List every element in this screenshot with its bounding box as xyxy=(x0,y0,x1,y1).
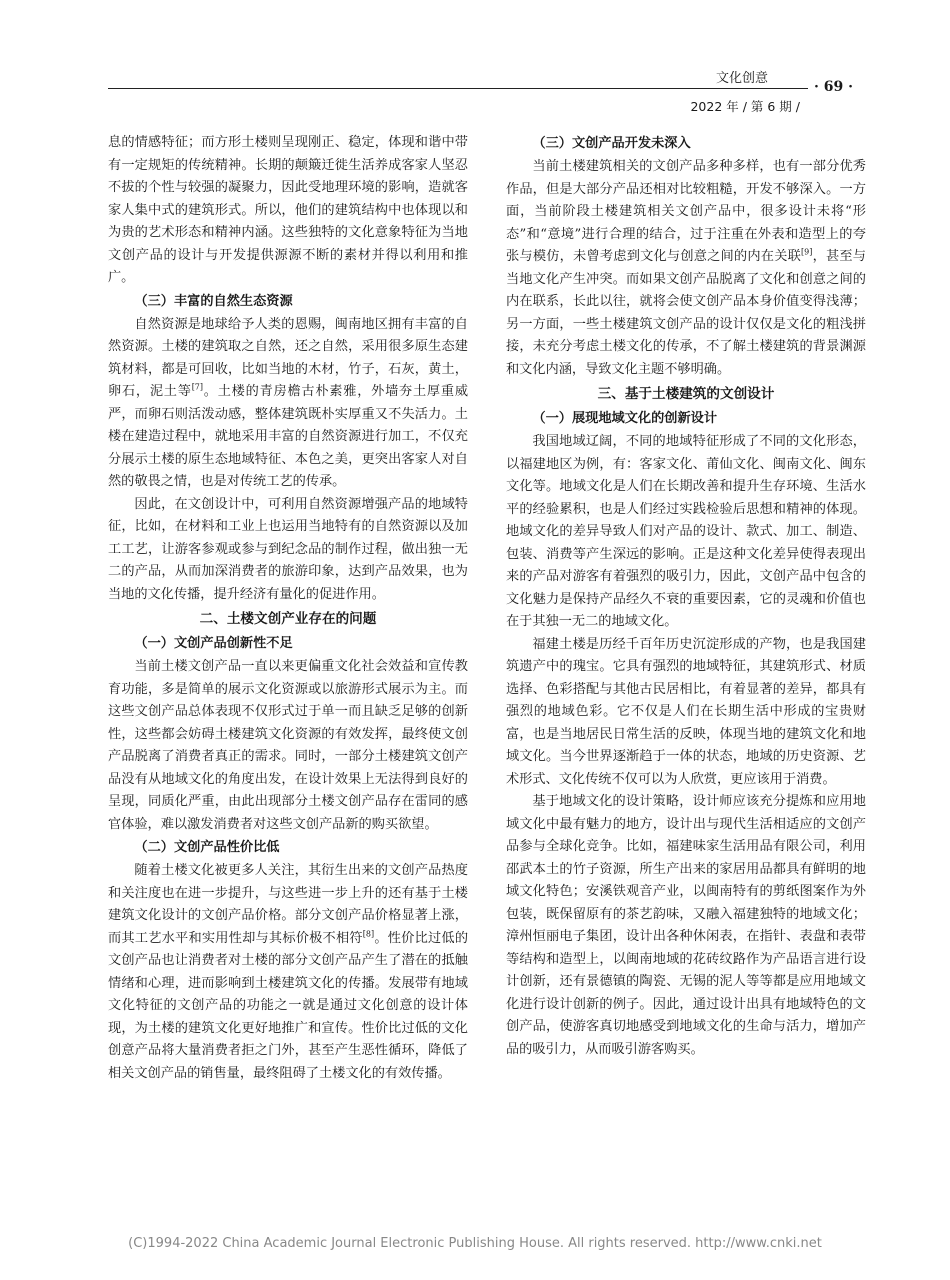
citation: [9] xyxy=(801,247,813,257)
right-column xyxy=(506,132,866,1061)
issue-label: 2022 年 / 第 6 期 / xyxy=(690,99,800,114)
paragraph: 我国地域辽阔，不同的地域特征形成了不同的文化形态，以福建地区为例，有：客家文化、莆仙文化、闽南文化、闽东文化等。地域文化是人们在长期改善和提升生存环境、生活水平的经验累积，也是人们经过实践检验后思想和精神的体现。地域文化的差异导致人们对产品的设计、款式、加工、制造、包装、消费等产生深远的影响。正是这种文化差异使得表现出来的产品对游客有着强烈的吸引力，因此，文创产品中包含的文化魅力是保持产品经久不衰的重要因素，它的灵魂和价值也在于其独一无二的地域文化。 xyxy=(506,434,866,629)
subsection-heading: （三）丰富的自然生态资源 xyxy=(134,293,293,309)
text-run: 。性价比过低的文创产品也让消费者对土楼的部分文创产品产生了潜在的抵触情绪和心理，进而影响到土楼建筑文化的传播。发展带有地域文化特征的文创产品的功能之一就是通过文化创意的设计体现，为土楼的建筑文化更好地推广和宣传。性价比过低的文化创意产品将大量消费者拒之门外，甚至产生恶性循环，降低了相关文创产品的销售量，最终阻碍了土楼文化的有效传播。 xyxy=(108,930,469,1081)
subsection-heading: （一）展现地域文化的创新设计 xyxy=(532,411,718,426)
paragraph: 福建土楼是历经千百年历史沉淀形成的产物，也是我国建筑遗产中的瑰宝。它具有强烈的地域特征，其建筑形式、材质选择、色彩搭配与其他古民居相比，有着显著的差异，都具有强烈的地域色彩。它不仅是人们在长期生活中形成的宝贵财富，也是当地居民日常生活的反映，体现当地的建筑文化和地域文化。当今世界逐渐趋于一体的状态，地域的历史资源、艺术形式、文化传统不仅可以为人欣赏，更应该用于消费。 xyxy=(506,636,866,787)
paragraph xyxy=(506,156,866,381)
text-run: 。土楼的青房檐古朴素雅，外墙夯土厚重威严，而卵石则活泼动感，整体建筑既朴实厚重又不失活力。土楼在建造过程中，就地采用丰富的自然资源进行加工，不仅充分展示土楼的原生态地域特征、本色之美，更突出客家人对自然的敬畏之情，也是对传统工艺的传承。 xyxy=(108,384,469,489)
copyright-footer: (C)1994-2022 China Academic Journal Electronic Publishing House. All rights reserved. http://www.cnki.net xyxy=(128,1236,822,1251)
page-number: · 69 · xyxy=(814,79,853,95)
text-run: ，甚至与当地文化产生冲突。而如果文创产品脱离了文化和创意之间的内在联系，长此以往，就将会使文创产品本身价值变得浅薄；另一方面，一些土楼建筑文创产品的设计仅仅是文化的粗浅拼接，未充分考虑土楼文化的传承，不了解土楼建筑的背景渊源和文化内涵，导致文化主题不够明确。 xyxy=(506,249,866,377)
text-run: 自然资源是地球给予人类的恩赐，闽南地区拥有丰富的自然资源。土楼的建筑取之自然，还之自然，采用很多原生态建筑材料，都是可回收，比如当地的木材，竹子，石灰，黄土，卵石，泥土等 xyxy=(108,316,468,399)
paragraph: 因此，在文创设计中，可利用自然资源增强产品的地域特征，比如，在材料和工业上也运用当地特有的自然资源以及加工工艺，让游客参观或参与到纪念品的制作过程，做出独一无二的产品，从而加深消费者的旅游印象，达到产品效果，也为当地的文化传播，提升经济有量化的促进作用。 xyxy=(108,496,468,602)
header-divider xyxy=(108,88,808,89)
subsection-heading: （三）文创产品开发未深入 xyxy=(532,136,691,151)
paragraph: 当前土楼文创产品一直以来更偏重文化社会效益和宣传教育功能，多是简单的展示文化资源或以旅游形式展示为主。而这些文创产品总体表现不仅形式过于单一而且缺乏足够的创新性，这些都会妨碍土楼建筑文化资源的有效发挥，最终使文创产品脱离了消费者真正的需求。同时，一部分土楼建筑文创产品没有从地域文化的角度出发，在设计效果上无法得到良好的呈现，同质化严重，由此出现部分土楼文创产品存在雷同的感官体验，难以激发消费者对这些文创产品新的购买欲望。 xyxy=(108,659,468,832)
paragraph: 基于地域文化的设计策略，设计师应该充分提炼和应用地域文化中最有魅力的地方，设计出与现代生活相适应的文创产品参与全球化竞争。比如，福建味家生活用品有限公司，利用邵武本土的竹子资源，所生产出来的家居用品都具有鲜明的地域文化特色；安溪铁观音产业，以闽南特有的剪纸图案作为外包装，既保留原有的茶艺韵味，又融入福建独特的地域文化；漳州恒丽电子集团，设计出各种休闲表，在指针、表盘和表带等结构和造型上，以闽南地域的花砖纹路作为产品语言进行设计创新，还有景德镇的陶瓷、无锡的泥人等等都是应用地域文化进行设计创新的例子。因此，通过设计出具有地域特色的文创产品，使游客真切地感受到地域文化的生命与活力，增加产品的吸引力，从而吸引游客购买。 xyxy=(506,794,866,1057)
text-run: 当前土楼建筑相关的文创产品多种多样，也有一部分优秀作品，但是大部分产品还相对比较粗糙，开发不够深入。一方面，当前阶段土楼建筑相关文创产品中，很多设计未将“形态”和“意境”进行合理的结合，过于注重在外表和造型上的夸张与模仿，未曾考虑到文化与创意之间的内在关联 xyxy=(506,159,866,264)
journal-section: 文化创意 xyxy=(715,71,768,86)
citation: [7] xyxy=(191,382,204,392)
text-run: 随着土楼文化被更多人关注，其衍生出来的文创产品热度和关注度也在进一步提升，与这些进一步上升的还有基于土楼建筑文化设计的文创产品价格。部分文创产品价格显著上涨，而其工艺水平和实用性却与其标价极不相符 xyxy=(108,863,468,946)
left-column xyxy=(108,132,468,1085)
paragraph: 息的情感特征；而方形土楼则呈现刚正、稳定，体现和谐中带有一定规矩的传统精神。长期的颠簸迁徙生活养成客家人坚忍不拔的个性与较强的凝聚力，因此受地理环境的影响，造就客家人集中式的建筑形式。所以，他们的建筑结构中也体现以和为贵的艺术形态和精神内涵。这些独特的文化意象特征为当地文创产品的设计与开发提供源源不断的素材并得以利用和推广。 xyxy=(108,135,468,285)
citation: [8] xyxy=(362,929,375,939)
subsection-heading: （一）文创产品创新性不足 xyxy=(134,636,293,651)
section-heading: 二、土楼文创产业存在的问题 xyxy=(199,611,377,627)
paragraph xyxy=(108,860,468,1085)
paragraph xyxy=(108,314,468,494)
subsection-heading: （二）文创产品性价比低 xyxy=(134,840,280,855)
section-heading: 三、基于土楼建筑的文创设计 xyxy=(597,386,775,402)
